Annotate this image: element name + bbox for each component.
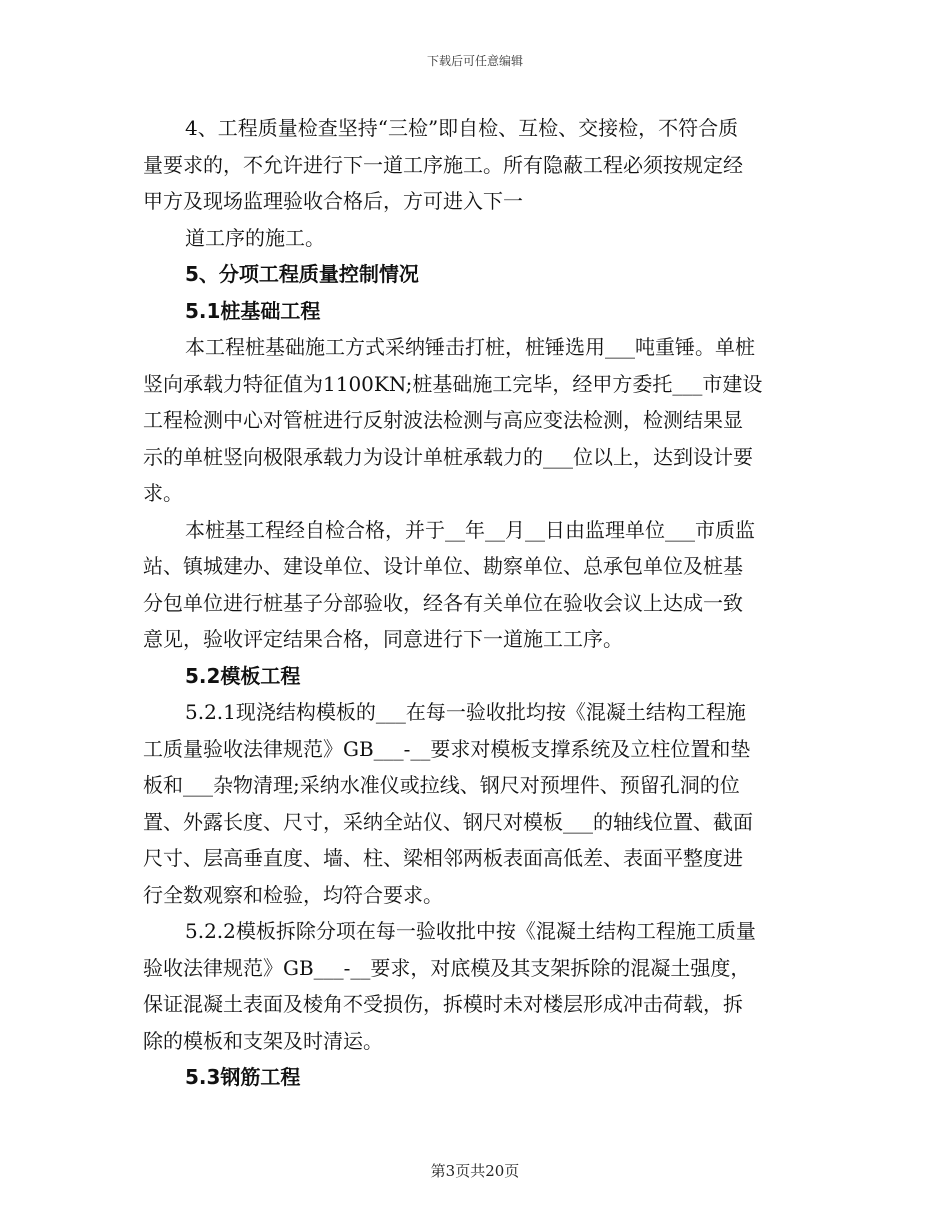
paragraph-line: 本工程桩基础施工方式采纳锤击打桩，桩锤选用___吨重锤。单桩 xyxy=(185,335,755,359)
paragraph-line: 站、镇城建办、建设单位、设计单位、勘察单位、总承包单位及桩基 xyxy=(143,554,743,578)
paragraph-line: 分包单位进行桩基子分部验收，经各有关单位在验收会议上达成一致 xyxy=(143,590,743,615)
paragraph-line: 5.2.2模板拆除分项在每一验收批中按《混凝土结构工程施工质量 xyxy=(185,919,756,943)
section-heading-5-1: 5.1桩基础工程 xyxy=(185,298,321,323)
paragraph-quality-check xyxy=(143,110,811,256)
paragraph-line: 工质量验收法律规范》GB___-__要求对模板支撑系统及立柱位置和垫 xyxy=(143,736,751,761)
paragraph-line: 道工序的施工。 xyxy=(185,225,325,250)
paragraph-line: 板和___杂物清理;采纳水准仪或拉线、钢尺对预埋件、预留孔洞的位 xyxy=(143,773,740,797)
page-footer: 第3页共20页 xyxy=(430,1162,520,1180)
section-heading-5: 5、分项工程质量控制情况 xyxy=(185,262,419,286)
paragraph-line: 验收法律规范》GB___-__要求，对底模及其支架拆除的混凝土强度， xyxy=(143,955,751,980)
paragraph-pile-foundation xyxy=(143,329,811,512)
paragraph-line: 尺寸、层高垂直度、墙、柱、梁相邻两板表面高低差、表面平整度进 xyxy=(143,846,743,870)
section-heading-5-3: 5.3钢筋工程 xyxy=(185,1065,301,1089)
paragraph-pile-acceptance xyxy=(143,512,811,658)
paragraph-formwork-5-2-1 xyxy=(143,694,811,913)
page-header: 下载后可任意编辑 xyxy=(426,54,523,68)
section-heading-5-2: 5.2模板工程 xyxy=(185,663,301,688)
paragraph-line: 量要求的，不允许进行下一道工序施工。所有隐蔽工程必须按规定经 xyxy=(143,152,743,177)
paragraph-line: 保证混凝土表面及棱角不受损伤，拆模时未对楼层形成冲击荷载，拆 xyxy=(143,992,743,1016)
paragraph-line: 行全数观察和检验，均符合要求。 xyxy=(143,882,443,907)
paragraph-line: 求。 xyxy=(143,481,183,505)
paragraph-line: 4、工程质量检查坚持“三检”即自检、互检、交接检，不符合质 xyxy=(185,116,739,140)
paragraph-line: 5.2.1现浇结构模板的___在每一验收批均按《混凝土结构工程施 xyxy=(185,700,746,724)
paragraph-line: 竖向承载力特征值为1100KN;桩基础施工完毕，经甲方委托___市建设 xyxy=(143,371,763,396)
paragraph-line: 意见，验收评定结果合格，同意进行下一道施工工序。 xyxy=(143,627,623,651)
paragraph-formwork-5-2-2 xyxy=(143,913,811,1059)
paragraph-line: 工程检测中心对管桩进行反射波法检测与高应变法检测，检测结果显 xyxy=(143,408,743,432)
paragraph-line: 示的单桩竖向极限承载力为设计单桩承载力的___位以上，达到设计要 xyxy=(143,444,753,469)
paragraph-line: 甲方及现场监理验收合格后，方可进入下一 xyxy=(143,189,523,213)
paragraph-line: 置、外露长度、尺寸，采纳全站仪、钢尺对模板___的轴线位置、截面 xyxy=(143,809,753,834)
paragraph-line: 本桩基工程经自检合格，并于__年__月__日由监理单位___市质监 xyxy=(185,517,755,542)
document-body xyxy=(143,110,811,1096)
paragraph-line: 除的模板和支架及时清运。 xyxy=(143,1028,383,1053)
